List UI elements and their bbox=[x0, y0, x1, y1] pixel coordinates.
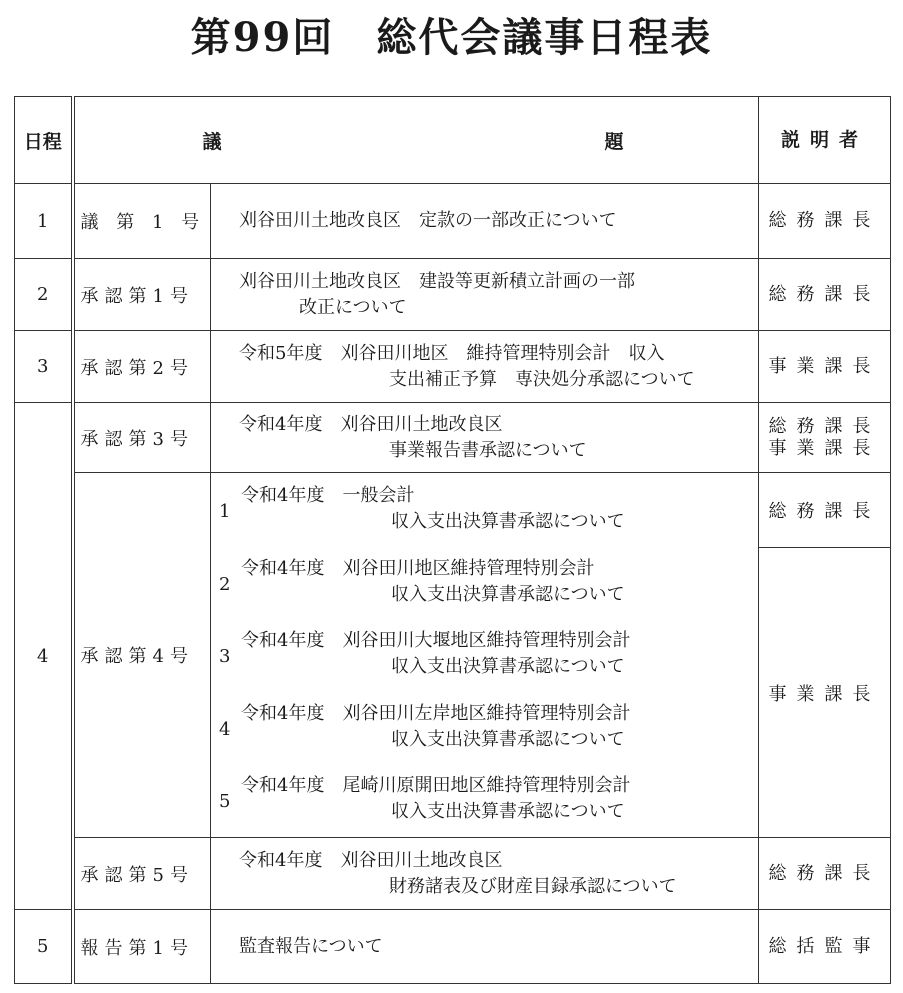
subject-line1: 令和5年度 刈谷田川地区 維持管理特別会計 収入 bbox=[239, 342, 665, 364]
row-number: 報告第1号 bbox=[73, 910, 211, 984]
row-subject-list bbox=[211, 473, 759, 838]
row-day: 5 bbox=[15, 910, 73, 984]
row-subject bbox=[211, 184, 759, 259]
row-presenter: 総括監事 bbox=[759, 910, 891, 984]
item-number: 5 bbox=[219, 791, 231, 813]
row-presenter: 総務課長 bbox=[759, 259, 891, 331]
item-line2: 収入支出決算書承認について bbox=[391, 656, 625, 678]
list-item bbox=[211, 546, 758, 619]
presenter-line2: 事業課長 bbox=[768, 437, 881, 459]
row-subject bbox=[211, 403, 759, 473]
row-number: 承認第1号 bbox=[73, 259, 211, 331]
subject-line2: 改正について bbox=[299, 296, 407, 318]
item-line2: 収入支出決算書承認について bbox=[391, 511, 625, 532]
table-row bbox=[15, 259, 891, 331]
item-line1: 令和4年度 刈谷田川地区維持管理特別会計 bbox=[241, 557, 595, 579]
row-day: 1 bbox=[15, 184, 73, 259]
row-subject bbox=[211, 259, 759, 331]
list-item bbox=[211, 691, 758, 764]
header-day: 日程 bbox=[15, 97, 73, 184]
presenter-top: 総務課長 bbox=[759, 473, 890, 548]
row-number: 承認第3号 bbox=[73, 403, 211, 473]
header-presenter: 説明者 bbox=[759, 97, 891, 184]
table-row bbox=[15, 403, 891, 473]
list-item bbox=[211, 473, 758, 546]
row-presenter: 総務課長 bbox=[759, 838, 891, 910]
table-header bbox=[15, 97, 891, 184]
subject-line1: 刈谷田川土地改良区 定款の一部改正について bbox=[239, 210, 617, 231]
table-row bbox=[15, 184, 891, 259]
subject-line2: 支出補正予算 専決処分承認について bbox=[389, 368, 695, 390]
table-row bbox=[15, 331, 891, 403]
subject-line1: 刈谷田川土地改良区 建設等更新積立計画の一部 bbox=[239, 270, 635, 292]
item-line1: 令和4年度 刈谷田川大堰地区維持管理特別会計 bbox=[241, 630, 631, 652]
item-line1: 令和4年度 一般会計 bbox=[241, 485, 415, 506]
header-agenda bbox=[73, 97, 759, 184]
list-item bbox=[211, 618, 758, 691]
item-number: 1 bbox=[219, 501, 231, 522]
row-day: 2 bbox=[15, 259, 73, 331]
row-subject bbox=[211, 331, 759, 403]
item-line1: 令和4年度 尾崎川原開田地区維持管理特別会計 bbox=[241, 775, 631, 797]
table-row-approval4 bbox=[15, 473, 891, 838]
row-day: 3 bbox=[15, 331, 73, 403]
row-subject bbox=[211, 910, 759, 984]
item-line1: 令和4年度 刈谷田川左岸地区維持管理特別会計 bbox=[241, 702, 631, 724]
item-number: 3 bbox=[219, 646, 231, 668]
page-title: 第99回 総代会議事日程表 bbox=[190, 14, 713, 61]
header-agenda-gi: 議 bbox=[202, 131, 222, 153]
header-agenda-dai: 題 bbox=[604, 131, 624, 153]
row-number: 承認第4号 bbox=[73, 473, 211, 838]
subject-line1: 監査報告について bbox=[239, 935, 383, 957]
table-row bbox=[15, 910, 891, 984]
list-item bbox=[211, 763, 758, 836]
item-line2: 収入支出決算書承認について bbox=[391, 728, 625, 750]
presenter-bottom: 事業課長 bbox=[768, 683, 881, 705]
item-number: 2 bbox=[219, 573, 231, 595]
item-line2: 収入支出決算書承認について bbox=[391, 583, 625, 605]
presenter-line1: 総務課長 bbox=[768, 415, 881, 437]
row-subject bbox=[211, 838, 759, 910]
subject-line2: 事業報告書承認について bbox=[389, 439, 587, 461]
subject-line1: 令和4年度 刈谷田川土地改良区 bbox=[239, 849, 503, 871]
schedule-table bbox=[14, 96, 891, 984]
row-presenter bbox=[759, 403, 891, 473]
row-number: 承認第2号 bbox=[73, 331, 211, 403]
row-presenter: 事業課長 bbox=[759, 331, 891, 403]
subject-line2: 財務諸表及び財産目録承認について bbox=[389, 875, 677, 897]
row-presenter-split bbox=[759, 473, 891, 838]
row-number: 議 第 1 号 bbox=[73, 184, 211, 259]
subject-line1: 令和4年度 刈谷田川土地改良区 bbox=[239, 413, 503, 435]
row-number: 承認第5号 bbox=[73, 838, 211, 910]
table-row bbox=[15, 838, 891, 910]
item-number: 4 bbox=[219, 718, 231, 740]
item-line2: 収入支出決算書承認について bbox=[391, 801, 625, 823]
row-day: 4 bbox=[15, 403, 73, 910]
row-presenter: 総務課長 bbox=[759, 184, 891, 259]
